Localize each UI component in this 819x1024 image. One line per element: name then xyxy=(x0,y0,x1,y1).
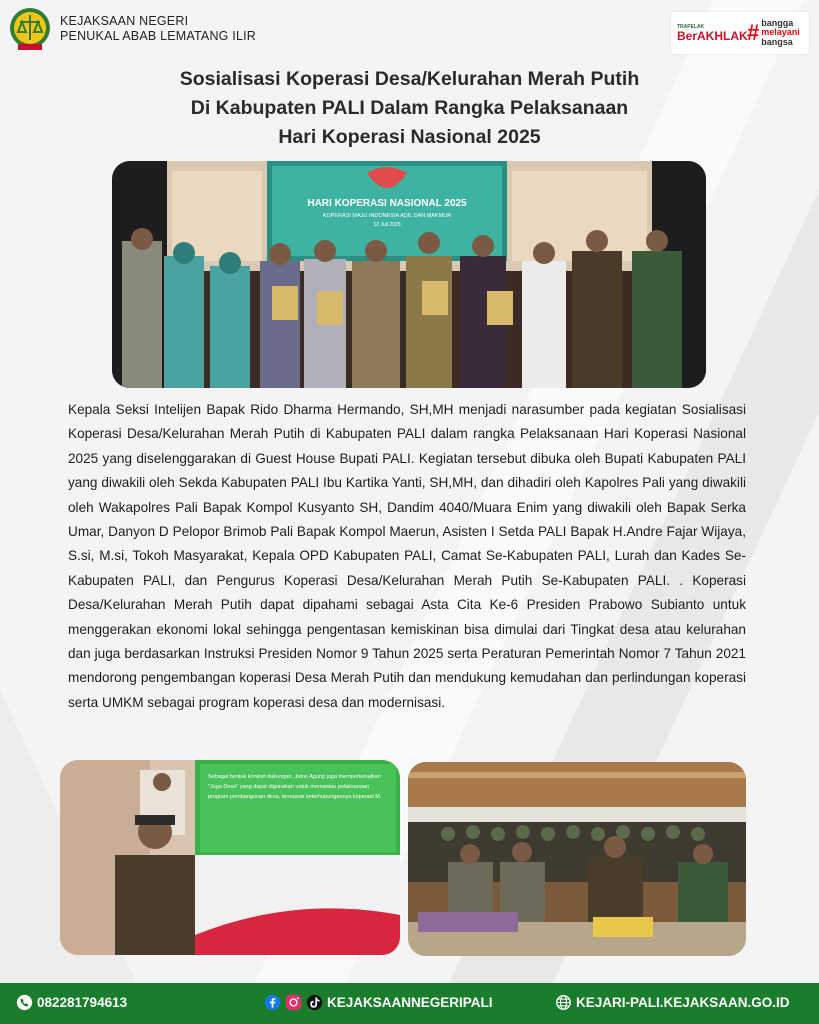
social-handle: KEJAKSAANNEGERIPALI xyxy=(327,995,493,1010)
kejaksaan-emblem-icon xyxy=(8,6,52,52)
website-url: KEJARI-PALI.KEJAKSAAN.GO.ID xyxy=(576,995,790,1010)
facebook-icon[interactable] xyxy=(264,994,281,1011)
article-body: Kepala Seksi Intelijen Bapak Rido Dharma Hermando, SH,MH menjadi narasumber pada kegiatan Sosialisasi Koperasi Desa/Kelurahan Merah Putih di Kabupaten PALI dalam rangka Pelaksanaan Hari Koperasi Nasional 2025 yang diselenggarakan di Guest House Bupati PALI. Kegiatan tersebut dibuka oleh Bupati Kabupaten PALI yang diwakili oleh Sekda Kabupaten PALI Ibu Kartika Yanti, SH,MH, dan dihadiri oleh Kapolres Pali yang diwakili oleh Wakapolres Pali Bapak Kompol Kusyanto SH, Dandim 4040/Muara Enim yang diwakili oleh Bapak Serka Umar, Danyon D Pelopor Brimob Pali Bapak Kompol Maerun, Asisten I Setda PALI Bapak H.Andre Fajar Wijaya, S.si, M.si, Tokoh Masyarakat, Kepala OPD Kabupaten PALI, Camat Se-Kabupaten PALI, Lurah dan Kades Se-Kabupaten PALI, dan Pengurus Koperasi Desa/Kelurahan Merah Putih Se-Kabupaten PALI. . Koperasi Desa/Kelurahan Merah Putih dapat dipahami sebagai Asta Cita Ke-6 Presiden Prabowo Subianto untuk menggerakan ekonomi lokal sehingga pengentasan kemiskinan bisa dimulai dari Tingkat desa atau kelurahan dan juga berdasarkan Instruksi Presiden Nomor 9 Tahun 2025 serta Peraturan Pemerintah Nomor 7 Tahun 2021 mendorong pengembangan koperasi Desa Merah Putih dan mendukung kemudahan dan perlindungan koperasi serta UMKM sebagai program koperasi desa dan modernisasi. xyxy=(68,402,746,710)
banner-subtitle: KOPERASI MAJU INDONESIA ADIL DAN MAKMUR xyxy=(322,213,452,219)
audience-photo xyxy=(408,762,746,956)
footer-phone[interactable] xyxy=(16,994,127,1011)
bangga-word: bangga xyxy=(761,17,794,28)
header-logo-block xyxy=(8,6,256,52)
tiktok-icon[interactable] xyxy=(306,994,323,1011)
globe-icon xyxy=(555,994,572,1011)
berakhlak-small-label: TRAPELAK xyxy=(677,23,705,30)
title-line1: Sosialisasi Koperasi Desa/Kelurahan Merah Putih xyxy=(179,68,640,90)
org-name-line2: PENUKAL ABAB LEMATANG ILIR xyxy=(60,29,257,43)
bangga-melayani-logo xyxy=(747,19,800,48)
whatsapp-icon xyxy=(16,994,33,1011)
instagram-icon[interactable] xyxy=(285,994,302,1011)
footer-bar xyxy=(0,983,819,1024)
speaker-photo xyxy=(60,760,400,955)
main-group-photo xyxy=(112,161,706,388)
hashtag-icon: # xyxy=(747,20,760,45)
melayani-word: melayani xyxy=(761,27,800,38)
screen-text-1: Sebagai bentuk konkret dukungan, Jatno Agung juga memperkenalkan xyxy=(208,774,381,780)
footer-website[interactable] xyxy=(555,994,790,1011)
footer-social[interactable] xyxy=(264,994,493,1011)
title-line2: Di Kabupaten PALI Dalam Rangka Pelaksanaan xyxy=(190,97,629,119)
berakhlak-logo xyxy=(677,23,748,43)
org-name-line1: KEJAKSAAN NEGERI xyxy=(60,14,189,28)
page-title xyxy=(0,65,819,152)
org-name xyxy=(60,14,256,44)
title-line3: Hari Koperasi Nasional 2025 xyxy=(278,126,541,148)
banner-date: 12 Juli 2025 xyxy=(373,222,401,228)
screen-text-3: program pembangunan desa, termasuk keterhubungannya koperasi M. xyxy=(208,794,382,800)
berakhlak-label: BerAKHLAK xyxy=(677,28,748,43)
brand-logos xyxy=(671,12,809,54)
banner-title: HARI KOPERASI NASIONAL 2025 xyxy=(307,198,467,209)
phone-number: 082281794613 xyxy=(37,995,128,1010)
screen-text-2: "Juga Desa" yang dapat digunakan untuk memantau pelaksanaan xyxy=(208,784,370,790)
bangsa-word: bangsa xyxy=(761,36,793,47)
